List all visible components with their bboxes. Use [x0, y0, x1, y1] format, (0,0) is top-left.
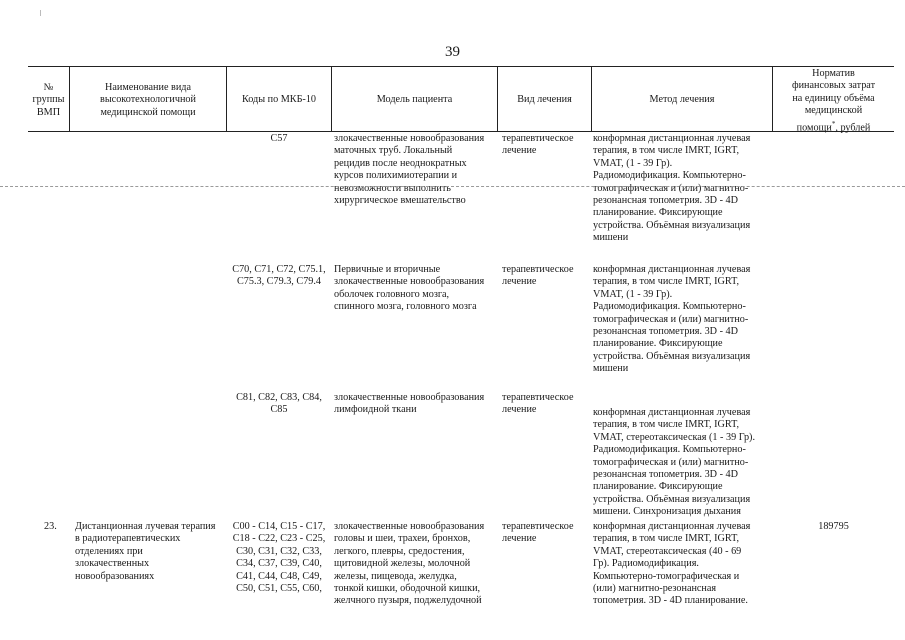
table-top-border: [28, 66, 894, 67]
row-3-treatment-type: терапевтическое лечение: [502, 392, 574, 416]
footnote-asterisk: *: [831, 119, 836, 128]
row-4-patient-model: злокачественные новообразования головы и шеи, трахеи, бронхов, легкого, плевры, средостения, щитовидной железы, молочной железы, пищевода, желудка, тонкой кишки, ободочной кишки, желчного пузыря, поджелудочной: [334, 521, 485, 607]
row-3-treatment-method: конформная дистанционная лучевая терапия, в том числе IMRT, IGRT, VMAT, стереотаксическая (1 - 39 Гр). Радиомодификация. Компьютерно- томографическая и (или) магнитно- резонансная топометрия. 3D - 4D планирование. Фиксирующие устройства. Объёмная визуализация мишени. Синхронизация дыхания: [593, 407, 755, 518]
scan-artifact-line: [0, 186, 905, 187]
header-patient-model: Модель пациента: [376, 94, 453, 105]
page-number: 39: [445, 44, 460, 60]
row-4-treatment-method: конформная дистанционная лучевая терапия, в том числе IMRT, IGRT, VMAT, стереотаксическая (40 - 69 Гр). Радиомодификация. Компьютерно-томографическая и (или) магнитно-резонансная топометрия. 3D - 4D планирование.: [593, 521, 751, 607]
table-header-bottom-border: [28, 131, 894, 132]
row-2-treatment-type: терапевтическое лечение: [502, 264, 574, 288]
row-3-patient-model: злокачественные новообразования лимфоидной ткани: [334, 392, 485, 416]
row-4-financial-norm: 189795: [818, 521, 849, 532]
header-financial-norm: Норматив финансовых затрат на единицу объёма медицинской помощи*, рублей: [791, 68, 876, 134]
row-4-treatment-type: терапевтическое лечение: [502, 521, 574, 545]
row-1-treatment-method: конформная дистанционная лучевая терапия, в том числе IMRT, IGRT, VMAT, (1 - 39 Гр). Радиомодификация. Компьютерно- томографическая и (или) магнитно- резонансная топометрия. 3D - 4D планирование. Фиксирующие устройства. Объёмная визуализация мишени: [593, 133, 751, 244]
row-4-care-type-name: Дистанционная лучевая терапия в радиотерапевтических отделениях при злокачественных новообразованиях: [75, 521, 216, 582]
row-1-patient-model: злокачественные новообразования маточных труб. Локальный рецидив после неоднократных курсов полихимиотерапии и невозможности выполнить хирургическое вмешательство: [334, 133, 485, 207]
header-treatment-method: Метод лечения: [649, 94, 715, 105]
row-4-group-number: 23.: [44, 521, 57, 532]
row-1-treatment-type: терапевтическое лечение: [502, 133, 574, 157]
header-group-number: № группы ВМП: [32, 82, 65, 118]
header-treatment-type: Вид лечения: [517, 94, 572, 105]
row-2-treatment-method: конформная дистанционная лучевая терапия, в том числе IMRT, IGRT, VMAT, (1 - 39 Гр). Радиомодификация. Компьютерно- томографическая и (или) магнитно- резонансная топометрия. 3D - 4D планирование. Фиксирующие устройства. Объёмная визуализация мишени: [593, 264, 751, 375]
row-1-icd-codes: C57: [270, 133, 288, 144]
row-2-icd-codes: C70, C71, C72, C75.1, C75.3, C79.3, C79.4: [232, 264, 326, 288]
header-care-type-name: Наименование вида высокотехнологичной медицинской помощи: [100, 82, 196, 118]
row-2-patient-model: Первичные и вторичные злокачественные новообразования оболочек головного мозга, спинного мозга, головного мозга: [334, 264, 485, 313]
scan-artifact-mark: [40, 10, 41, 16]
row-3-icd-codes: C81, C82, C83, C84, C85: [236, 392, 322, 416]
header-icd10-codes: Коды по МКБ-10: [241, 94, 317, 105]
row-4-icd-codes: C00 - C14, C15 - C17, C18 - C22, C23 - C25, C30, C31, C32, C33, C34, C37, C39, C40, C41, C44, C48, C49, C50, C51, C55, C60,: [232, 521, 326, 595]
